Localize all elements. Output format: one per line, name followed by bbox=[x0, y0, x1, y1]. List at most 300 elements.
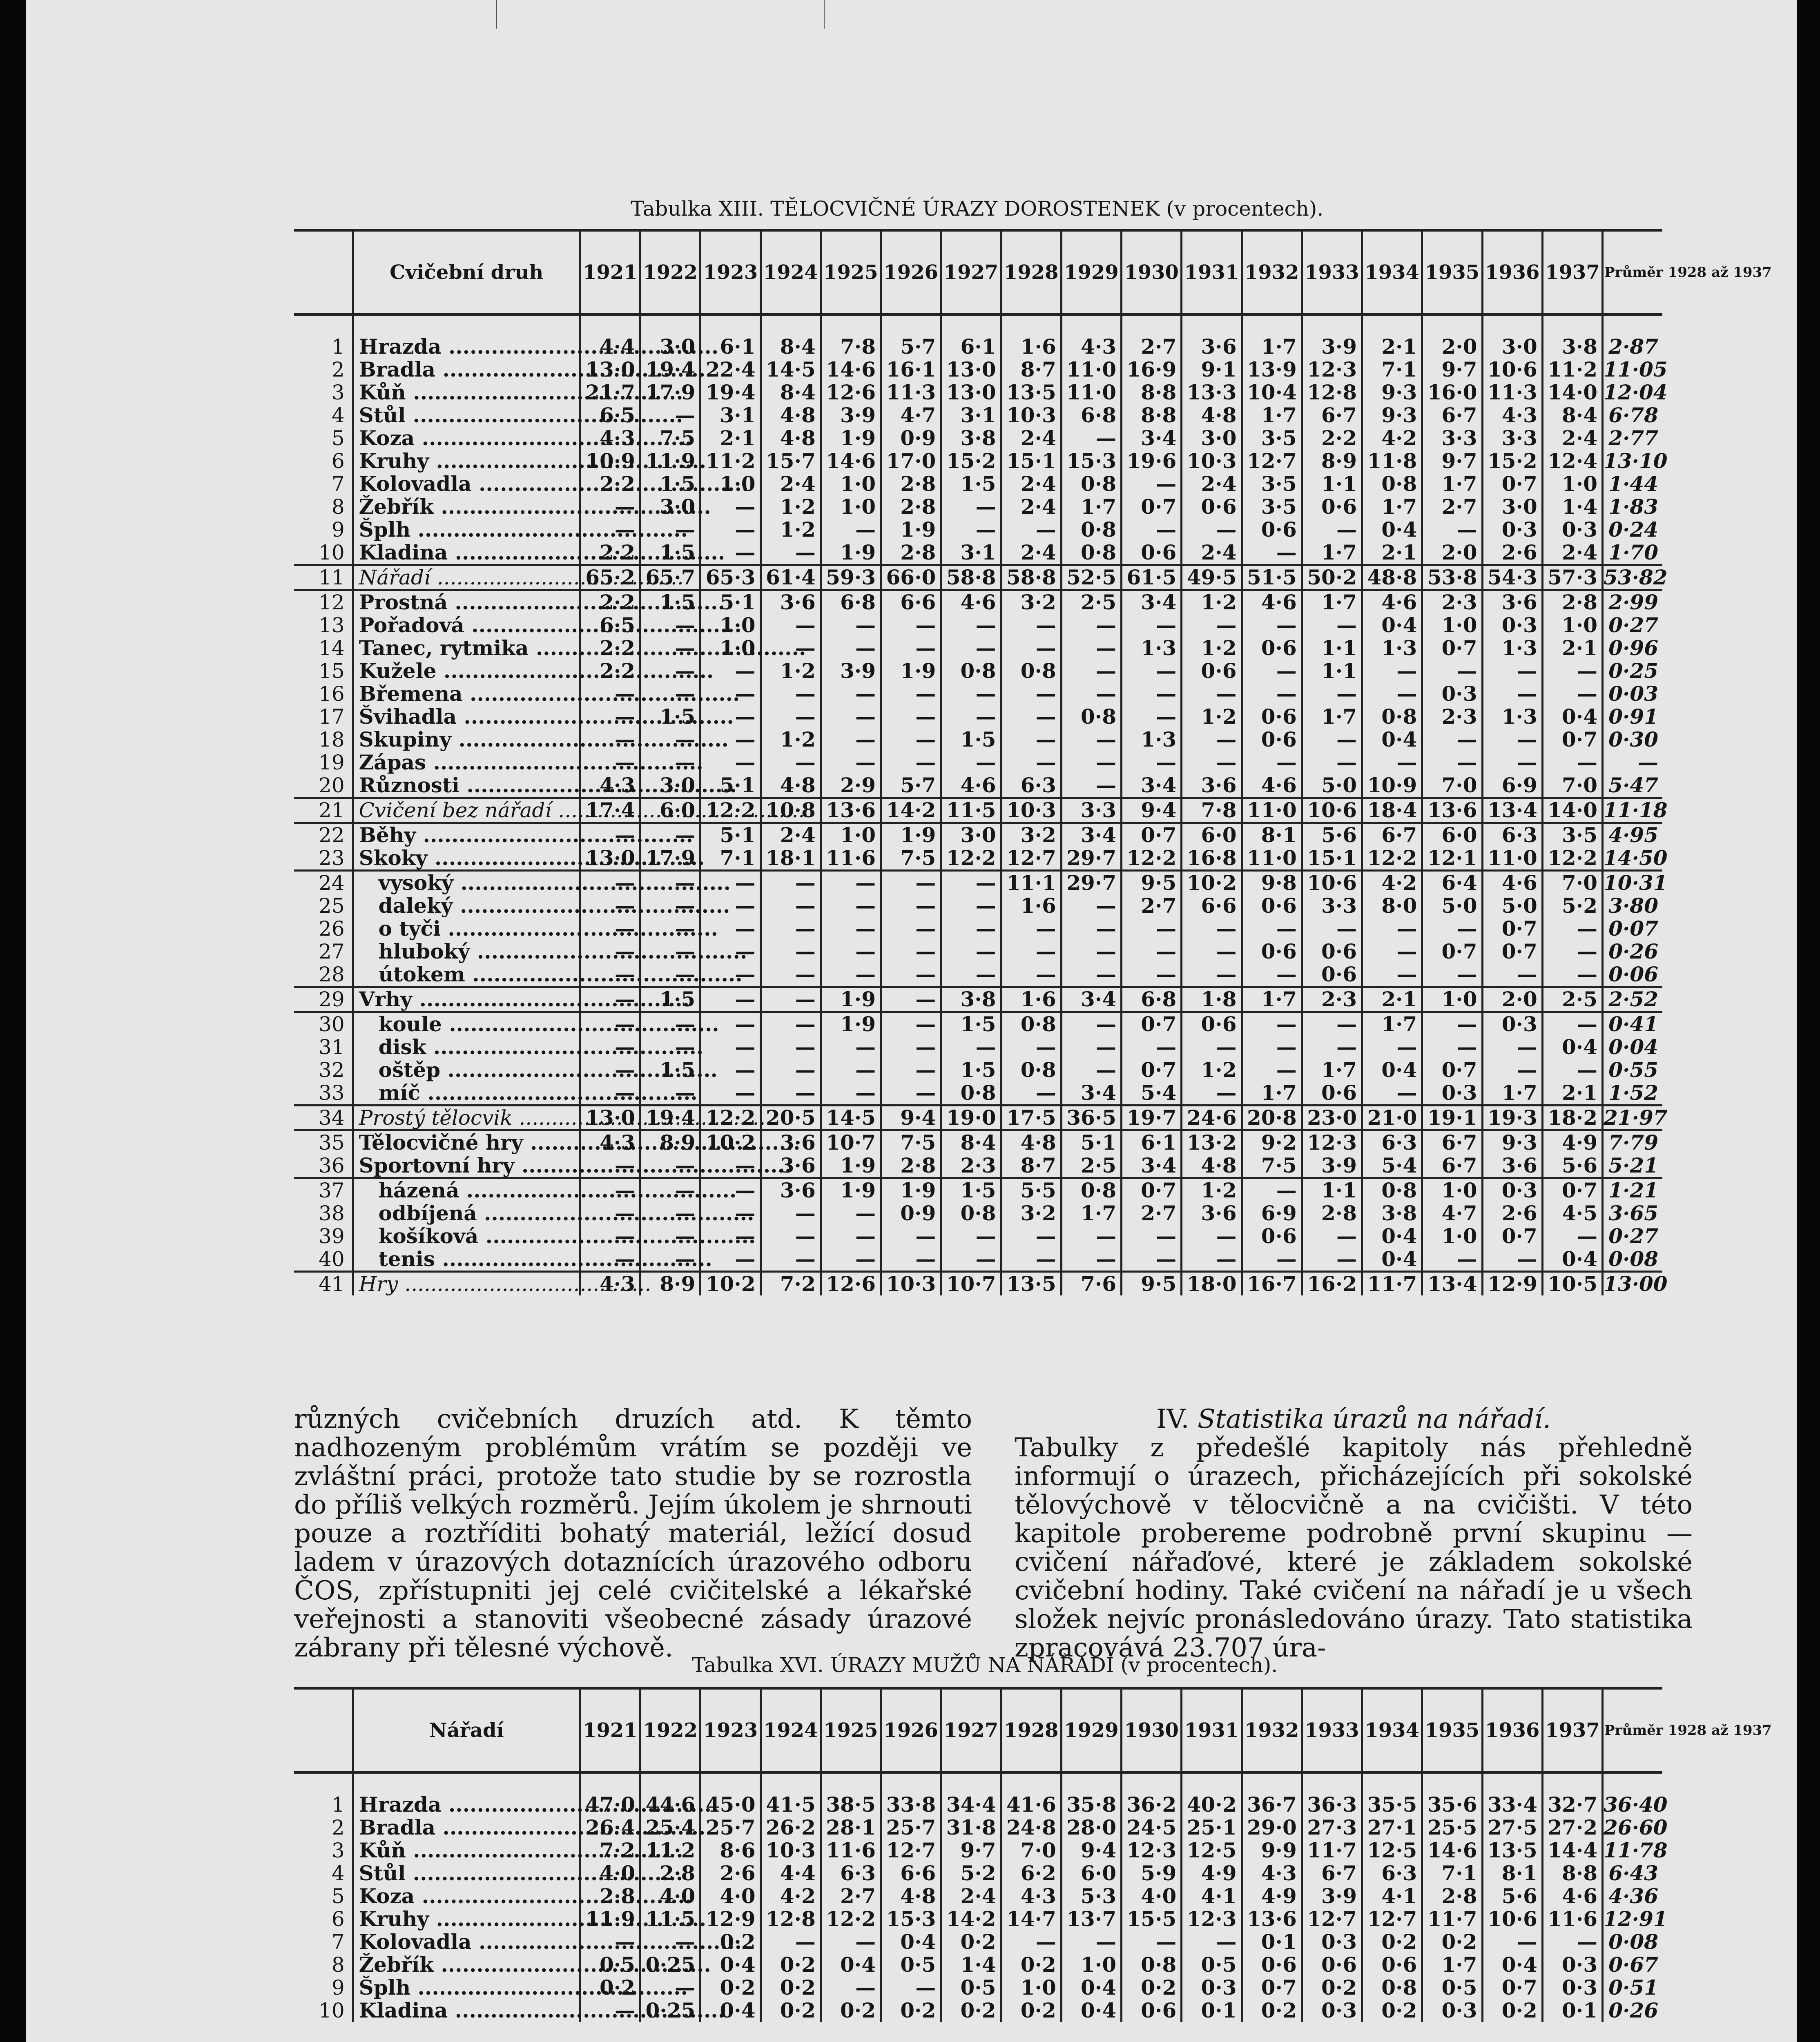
data-cell: 1·0 bbox=[1542, 473, 1602, 495]
data-cell: 4·8 bbox=[881, 1885, 941, 1908]
data-cell: 29·7 bbox=[1061, 871, 1121, 895]
data-cell: 13·0 bbox=[580, 847, 640, 871]
average-cell: 26·60 bbox=[1603, 1816, 1662, 1839]
data-cell: 17·5 bbox=[1001, 1106, 1061, 1130]
data-cell: 0·7 bbox=[1482, 917, 1542, 940]
row-number: 32 bbox=[319, 1058, 345, 1082]
data-cell: 3·0 bbox=[1482, 495, 1542, 518]
data-cell: 3·2 bbox=[1001, 1202, 1061, 1225]
data-cell: — bbox=[1001, 614, 1061, 637]
data-cell: — bbox=[640, 894, 700, 917]
data-cell: 8·8 bbox=[1542, 1862, 1602, 1885]
data-cell: 0·6 bbox=[1242, 940, 1302, 963]
data-cell: 8·4 bbox=[941, 1130, 1001, 1155]
data-cell: 19·0 bbox=[941, 1106, 1001, 1130]
year-header: 1923 bbox=[700, 230, 761, 315]
data-cell: 1·8 bbox=[1182, 987, 1242, 1012]
data-cell: 15·3 bbox=[881, 1908, 941, 1931]
data-cell: 2·4 bbox=[1182, 473, 1242, 495]
data-cell: 13·5 bbox=[1001, 1272, 1061, 1296]
data-cell: — bbox=[1061, 774, 1121, 798]
data-cell: 7·0 bbox=[1542, 774, 1602, 798]
data-cell: 4·0 bbox=[1122, 1885, 1182, 1908]
data-cell: 2·3 bbox=[1422, 705, 1482, 728]
data-cell: — bbox=[700, 940, 761, 963]
data-cell: 7·0 bbox=[1001, 1839, 1061, 1862]
data-cell: — bbox=[1182, 614, 1242, 637]
average-cell: 0·06 bbox=[1603, 963, 1662, 987]
average-cell: 0·25 bbox=[1603, 660, 1662, 682]
data-cell: 0·7 bbox=[1542, 1178, 1602, 1202]
data-cell: 58·8 bbox=[1001, 565, 1061, 590]
row-number: 27 bbox=[319, 940, 345, 963]
data-cell: 2·5 bbox=[1061, 590, 1121, 614]
average-cell: 0·08 bbox=[1603, 1931, 1662, 1953]
data-cell: 5·3 bbox=[1061, 1885, 1121, 1908]
data-cell: 2·0 bbox=[1422, 541, 1482, 565]
data-cell: 0·2 bbox=[1001, 1999, 1061, 2022]
data-cell: 4·3 bbox=[1242, 1862, 1302, 1885]
data-cell: 0·5 bbox=[580, 1953, 640, 1976]
data-cell: 4·6 bbox=[941, 774, 1001, 798]
data-cell: 2·7 bbox=[821, 1885, 881, 1908]
data-cell: 1·7 bbox=[1302, 1059, 1362, 1081]
data-cell: 12·6 bbox=[821, 381, 881, 404]
data-cell: — bbox=[1302, 1036, 1362, 1059]
data-cell: — bbox=[941, 917, 1001, 940]
data-cell: 1·7 bbox=[1242, 1081, 1302, 1106]
row-number: 36 bbox=[319, 1154, 345, 1177]
data-cell: 6·0 bbox=[640, 798, 700, 823]
data-cell: 0·3 bbox=[1422, 682, 1482, 705]
data-cell: 13·6 bbox=[1242, 1908, 1302, 1931]
data-cell: — bbox=[640, 1225, 700, 1248]
data-cell: — bbox=[580, 963, 640, 987]
table-row bbox=[294, 894, 1662, 917]
data-cell: 0·6 bbox=[1242, 518, 1302, 541]
data-cell: — bbox=[700, 495, 761, 518]
data-cell: 0·8 bbox=[1362, 473, 1422, 495]
spacer-cell bbox=[1122, 314, 1182, 335]
data-cell: 12·5 bbox=[1182, 1839, 1242, 1862]
data-cell: 1·5 bbox=[640, 705, 700, 728]
row-label: koule ..... bbox=[353, 1012, 580, 1036]
data-cell: 6·1 bbox=[941, 335, 1001, 358]
row-number: 23 bbox=[319, 846, 345, 870]
data-cell: 3·8 bbox=[941, 987, 1001, 1012]
data-cell: 0·4 bbox=[1482, 1953, 1542, 1976]
data-cell: — bbox=[1182, 682, 1242, 705]
data-cell: — bbox=[1422, 728, 1482, 751]
data-cell: 2·8 bbox=[881, 495, 941, 518]
data-cell: 0·5 bbox=[1182, 1953, 1242, 1976]
table-row bbox=[294, 660, 1662, 682]
data-cell: 1·2 bbox=[1182, 1059, 1242, 1081]
data-cell: 0·4 bbox=[1362, 1225, 1422, 1248]
year-header: 1933 bbox=[1302, 230, 1362, 315]
data-cell: — bbox=[580, 823, 640, 847]
data-cell: 28·0 bbox=[1061, 1816, 1121, 1839]
data-cell: 6·1 bbox=[1122, 1130, 1182, 1155]
data-cell: — bbox=[761, 1036, 821, 1059]
data-cell: 5·1 bbox=[700, 774, 761, 798]
data-cell: 15·1 bbox=[1302, 847, 1362, 871]
data-cell: — bbox=[881, 1036, 941, 1059]
table-row bbox=[294, 1839, 1662, 1862]
data-cell: — bbox=[700, 660, 761, 682]
row-number: 1 bbox=[331, 335, 345, 359]
data-cell: — bbox=[1482, 660, 1542, 682]
data-cell: — bbox=[1122, 614, 1182, 637]
data-cell: 2·6 bbox=[700, 1862, 761, 1885]
data-cell: 20·5 bbox=[761, 1106, 821, 1130]
data-cell: 4·3 bbox=[1061, 335, 1121, 358]
data-cell: — bbox=[1001, 940, 1061, 963]
data-cell: — bbox=[941, 637, 1001, 660]
data-cell: 0·8 bbox=[941, 660, 1001, 682]
data-cell: — bbox=[821, 705, 881, 728]
data-cell: 12·7 bbox=[1362, 1908, 1422, 1931]
data-cell: 5·1 bbox=[700, 823, 761, 847]
data-cell: — bbox=[1482, 1059, 1542, 1081]
spacer-cell bbox=[1362, 314, 1422, 335]
data-cell: — bbox=[1422, 1036, 1482, 1059]
row-label: odbíjená ..... bbox=[353, 1202, 580, 1225]
data-cell: 65·3 bbox=[700, 565, 761, 590]
data-cell: 0·3 bbox=[1182, 1976, 1242, 1999]
data-cell: 4·3 bbox=[580, 774, 640, 798]
data-cell: — bbox=[580, 682, 640, 705]
data-cell: — bbox=[1242, 917, 1302, 940]
data-cell: 0·3 bbox=[1302, 1931, 1362, 1953]
data-cell: 11·2 bbox=[700, 450, 761, 473]
data-cell: 4·8 bbox=[761, 404, 821, 427]
data-cell: 1·3 bbox=[1122, 637, 1182, 660]
data-cell: 45·0 bbox=[700, 1793, 761, 1816]
data-cell: — bbox=[761, 705, 821, 728]
data-cell: 0·2 bbox=[761, 1999, 821, 2022]
data-cell: — bbox=[941, 614, 1001, 637]
data-cell: — bbox=[761, 871, 821, 895]
data-cell: — bbox=[1542, 1059, 1602, 1081]
data-cell: — bbox=[1542, 1012, 1602, 1036]
data-cell: 1·0 bbox=[1542, 614, 1602, 637]
table-row bbox=[294, 381, 1662, 404]
data-cell: 4·6 bbox=[1362, 590, 1422, 614]
row-number: 4 bbox=[331, 1861, 345, 1885]
data-cell: 3·8 bbox=[941, 427, 1001, 450]
data-cell: 1·5 bbox=[941, 1012, 1001, 1036]
data-cell: 1·0 bbox=[821, 823, 881, 847]
row-number: 8 bbox=[331, 495, 345, 519]
data-cell: 0·2 bbox=[941, 1999, 1001, 2022]
average-cell: 4·36 bbox=[1603, 1885, 1662, 1908]
data-cell: 12·7 bbox=[1001, 847, 1061, 871]
data-cell: — bbox=[941, 1225, 1001, 1248]
row-label: Hrazda ..... bbox=[353, 335, 580, 358]
data-cell: — bbox=[1242, 963, 1302, 987]
data-cell: 0·8 bbox=[1362, 705, 1422, 728]
data-cell: — bbox=[1302, 518, 1362, 541]
year-header: 1925 bbox=[821, 230, 881, 315]
data-cell: 11·0 bbox=[1061, 381, 1121, 404]
average-cell: 1·44 bbox=[1603, 473, 1662, 495]
data-cell: 1·2 bbox=[761, 728, 821, 751]
data-cell: 8·9 bbox=[1302, 450, 1362, 473]
data-cell: — bbox=[1001, 1225, 1061, 1248]
data-cell: 0·9 bbox=[881, 427, 941, 450]
data-cell: — bbox=[1061, 894, 1121, 917]
spacer-cell bbox=[1482, 1772, 1542, 1793]
row-label: Švihadla ..... bbox=[353, 705, 580, 728]
data-cell: 0·6 bbox=[1242, 705, 1302, 728]
data-cell: — bbox=[1182, 1225, 1242, 1248]
data-cell: 3·6 bbox=[1482, 1154, 1542, 1178]
data-cell: 24·6 bbox=[1182, 1106, 1242, 1130]
data-cell: — bbox=[1061, 940, 1121, 963]
data-cell: — bbox=[1302, 917, 1362, 940]
data-cell: 1·2 bbox=[1182, 1178, 1242, 1202]
average-cell: 0·27 bbox=[1603, 614, 1662, 637]
data-cell: — bbox=[1061, 1059, 1121, 1081]
data-cell: 0·8 bbox=[941, 1081, 1001, 1106]
data-cell: 3·6 bbox=[761, 1178, 821, 1202]
data-cell: 12·3 bbox=[1122, 1839, 1182, 1862]
data-cell: 3·6 bbox=[1482, 590, 1542, 614]
data-cell: 2·9 bbox=[821, 774, 881, 798]
table-row bbox=[294, 940, 1662, 963]
data-cell: 2·8 bbox=[881, 541, 941, 565]
data-cell: 11·1 bbox=[1001, 871, 1061, 895]
data-cell: 5·1 bbox=[1061, 1130, 1121, 1155]
data-cell: 8·1 bbox=[1242, 823, 1302, 847]
row-label: Břemena ..... bbox=[353, 682, 580, 705]
data-cell: 38·5 bbox=[821, 1793, 881, 1816]
data-cell: 2·8 bbox=[580, 1885, 640, 1908]
data-cell: — bbox=[700, 1248, 761, 1272]
data-cell: — bbox=[1242, 1178, 1302, 1202]
data-cell: 5·6 bbox=[1542, 1154, 1602, 1178]
data-cell: 41·6 bbox=[1001, 1793, 1061, 1816]
data-cell: 14·5 bbox=[761, 358, 821, 381]
section-title: Statistika úrazů na nářadí. bbox=[1197, 1404, 1551, 1434]
row-number: 14 bbox=[319, 636, 345, 660]
data-cell: — bbox=[640, 1012, 700, 1036]
data-cell: 14·0 bbox=[1542, 381, 1602, 404]
row-label: Tanec, rytmika ..... bbox=[353, 637, 580, 660]
data-cell: 8·6 bbox=[700, 1839, 761, 1862]
data-cell: 5·7 bbox=[881, 335, 941, 358]
data-cell: 1·2 bbox=[761, 518, 821, 541]
average-cell: 1·52 bbox=[1603, 1081, 1662, 1106]
data-cell: 12·2 bbox=[1362, 847, 1422, 871]
data-cell: 17·9 bbox=[640, 381, 700, 404]
row-number: 22 bbox=[294, 823, 353, 847]
data-cell: 5·4 bbox=[1122, 1081, 1182, 1106]
average-cell: — bbox=[1603, 751, 1662, 774]
column-header-label: Cvičební druh bbox=[353, 230, 580, 315]
row-label: Vrhy ..... bbox=[353, 987, 580, 1012]
row-label: vysoký ..... bbox=[353, 871, 580, 895]
data-cell: 8·9 bbox=[640, 1272, 700, 1296]
row-label: Stůl ..... bbox=[353, 404, 580, 427]
data-cell: 6·0 bbox=[1422, 823, 1482, 847]
data-cell: — bbox=[1362, 963, 1422, 987]
row-label: Zápas ..... bbox=[353, 751, 580, 774]
data-cell: 0·2 bbox=[1302, 1976, 1362, 1999]
spacer-cell bbox=[881, 1772, 941, 1793]
data-cell: — bbox=[821, 894, 881, 917]
row-number: 17 bbox=[319, 705, 345, 729]
data-cell: 11·7 bbox=[1302, 1839, 1362, 1862]
data-cell: 4·9 bbox=[1542, 1130, 1602, 1155]
data-cell: 0·8 bbox=[1061, 705, 1121, 728]
data-cell: — bbox=[1362, 917, 1422, 940]
data-cell: — bbox=[941, 495, 1001, 518]
table-16-caption: Tabulka XVI. ÚRAZY MUŽŮ NA NÁŘADÍ (v procentech). bbox=[692, 1653, 1278, 1677]
data-cell: — bbox=[881, 705, 941, 728]
row-label: Cvičení bez nářadí ..... bbox=[353, 798, 580, 823]
data-cell: — bbox=[821, 1059, 881, 1081]
table-row bbox=[294, 1012, 1662, 1036]
data-cell: 0·2 bbox=[580, 1976, 640, 1999]
row-number: 9 bbox=[331, 518, 345, 542]
data-cell: 9·3 bbox=[1362, 404, 1422, 427]
data-cell: — bbox=[821, 1225, 881, 1248]
data-cell: — bbox=[941, 1248, 1001, 1272]
data-cell: 12·2 bbox=[700, 1106, 761, 1130]
data-cell: 11·0 bbox=[1061, 358, 1121, 381]
data-cell: 0·8 bbox=[1061, 473, 1121, 495]
data-cell: — bbox=[1542, 963, 1602, 987]
data-cell: 1·5 bbox=[941, 728, 1001, 751]
table-row bbox=[294, 518, 1662, 541]
row-number: 29 bbox=[294, 987, 353, 1012]
data-cell: 1·0 bbox=[1061, 1953, 1121, 1976]
data-cell: 3·2 bbox=[1001, 823, 1061, 847]
data-cell: — bbox=[580, 495, 640, 518]
data-cell: 0·25 bbox=[640, 1953, 700, 1976]
data-cell: 1·4 bbox=[941, 1953, 1001, 1976]
data-cell: 52·5 bbox=[1061, 565, 1121, 590]
data-cell: — bbox=[1061, 427, 1121, 450]
data-cell: 1·3 bbox=[1362, 637, 1422, 660]
data-cell: 6·4 bbox=[1422, 871, 1482, 895]
data-cell: 5·6 bbox=[1302, 823, 1362, 847]
data-cell: 10·9 bbox=[1362, 774, 1422, 798]
spacer-cell bbox=[1302, 314, 1362, 335]
data-cell: — bbox=[640, 728, 700, 751]
data-cell: 65·2 bbox=[580, 565, 640, 590]
row-label: Skupiny ..... bbox=[353, 728, 580, 751]
data-cell: — bbox=[761, 894, 821, 917]
data-cell: 16·8 bbox=[1182, 847, 1242, 871]
data-cell: 13·2 bbox=[1182, 1130, 1242, 1155]
average-cell: 10·31 bbox=[1603, 871, 1662, 895]
data-cell: 29·7 bbox=[1061, 847, 1121, 871]
scan-edge-artifact bbox=[496, 0, 825, 29]
table-row bbox=[294, 751, 1662, 774]
table-row bbox=[294, 1036, 1662, 1059]
data-cell: 13·0 bbox=[941, 381, 1001, 404]
spacer-cell bbox=[941, 1772, 1001, 1793]
data-cell: — bbox=[640, 614, 700, 637]
data-cell: 1·5 bbox=[640, 541, 700, 565]
data-cell: 19·4 bbox=[640, 358, 700, 381]
year-header: 1934 bbox=[1362, 230, 1422, 315]
data-cell: 11·6 bbox=[1542, 1908, 1602, 1931]
data-cell: 6·6 bbox=[881, 590, 941, 614]
row-label: Šplh ..... bbox=[353, 1976, 580, 1999]
data-cell: 5·9 bbox=[1122, 1862, 1182, 1885]
data-cell: 1·5 bbox=[941, 473, 1001, 495]
data-cell: — bbox=[1182, 751, 1242, 774]
data-cell: 3·9 bbox=[1302, 1154, 1362, 1178]
data-cell: — bbox=[1302, 1248, 1362, 1272]
spacer-cell bbox=[1603, 314, 1662, 335]
data-cell: — bbox=[1122, 1931, 1182, 1953]
year-header: 1929 bbox=[1061, 1688, 1121, 1773]
data-cell: — bbox=[640, 1976, 700, 1999]
data-cell: 9·4 bbox=[1061, 1839, 1121, 1862]
data-cell: 1·9 bbox=[821, 1154, 881, 1178]
data-cell: 4·7 bbox=[1422, 1202, 1482, 1225]
data-cell: 6·5 bbox=[580, 404, 640, 427]
year-header: 1924 bbox=[761, 230, 821, 315]
data-cell: 3·6 bbox=[761, 590, 821, 614]
data-cell: 7·6 bbox=[1061, 1272, 1121, 1296]
data-cell: 4·8 bbox=[1182, 404, 1242, 427]
data-cell: 8·1 bbox=[1482, 1862, 1542, 1885]
data-cell: 10·6 bbox=[1302, 798, 1362, 823]
data-cell: 0·6 bbox=[1302, 1953, 1362, 1976]
spacer-cell bbox=[294, 314, 353, 335]
data-cell: 7·8 bbox=[821, 335, 881, 358]
data-cell: — bbox=[580, 940, 640, 963]
data-cell: 6·0 bbox=[1061, 1862, 1121, 1885]
data-cell: — bbox=[881, 728, 941, 751]
row-number: 30 bbox=[294, 1012, 353, 1036]
data-cell: 10·7 bbox=[821, 1130, 881, 1155]
table-row bbox=[294, 1225, 1662, 1248]
data-cell: 0·8 bbox=[1001, 1012, 1061, 1036]
data-cell: 8·7 bbox=[1001, 1154, 1061, 1178]
data-cell: — bbox=[1482, 1931, 1542, 1953]
table-row bbox=[294, 404, 1662, 427]
data-cell: — bbox=[1482, 1248, 1542, 1272]
spacer-cell bbox=[1482, 314, 1542, 335]
data-cell: — bbox=[1061, 751, 1121, 774]
data-cell: 24·5 bbox=[1122, 1816, 1182, 1839]
data-cell: 3·4 bbox=[1061, 823, 1121, 847]
row-number: 19 bbox=[319, 751, 345, 774]
table-row bbox=[294, 1953, 1662, 1976]
data-cell: 15·1 bbox=[1001, 450, 1061, 473]
data-cell: 6·8 bbox=[1122, 987, 1182, 1012]
average-cell: 0·24 bbox=[1603, 518, 1662, 541]
data-cell: — bbox=[941, 705, 1001, 728]
data-cell: 16·2 bbox=[1302, 1272, 1362, 1296]
data-cell: — bbox=[881, 614, 941, 637]
data-cell: 1·2 bbox=[1182, 705, 1242, 728]
data-cell: — bbox=[941, 871, 1001, 895]
year-header: 1925 bbox=[821, 1688, 881, 1773]
table-row bbox=[294, 1885, 1662, 1908]
spacer-cell bbox=[821, 1772, 881, 1793]
data-cell: 1·3 bbox=[1482, 705, 1542, 728]
table-row bbox=[294, 614, 1662, 637]
data-cell: 12·8 bbox=[1302, 381, 1362, 404]
